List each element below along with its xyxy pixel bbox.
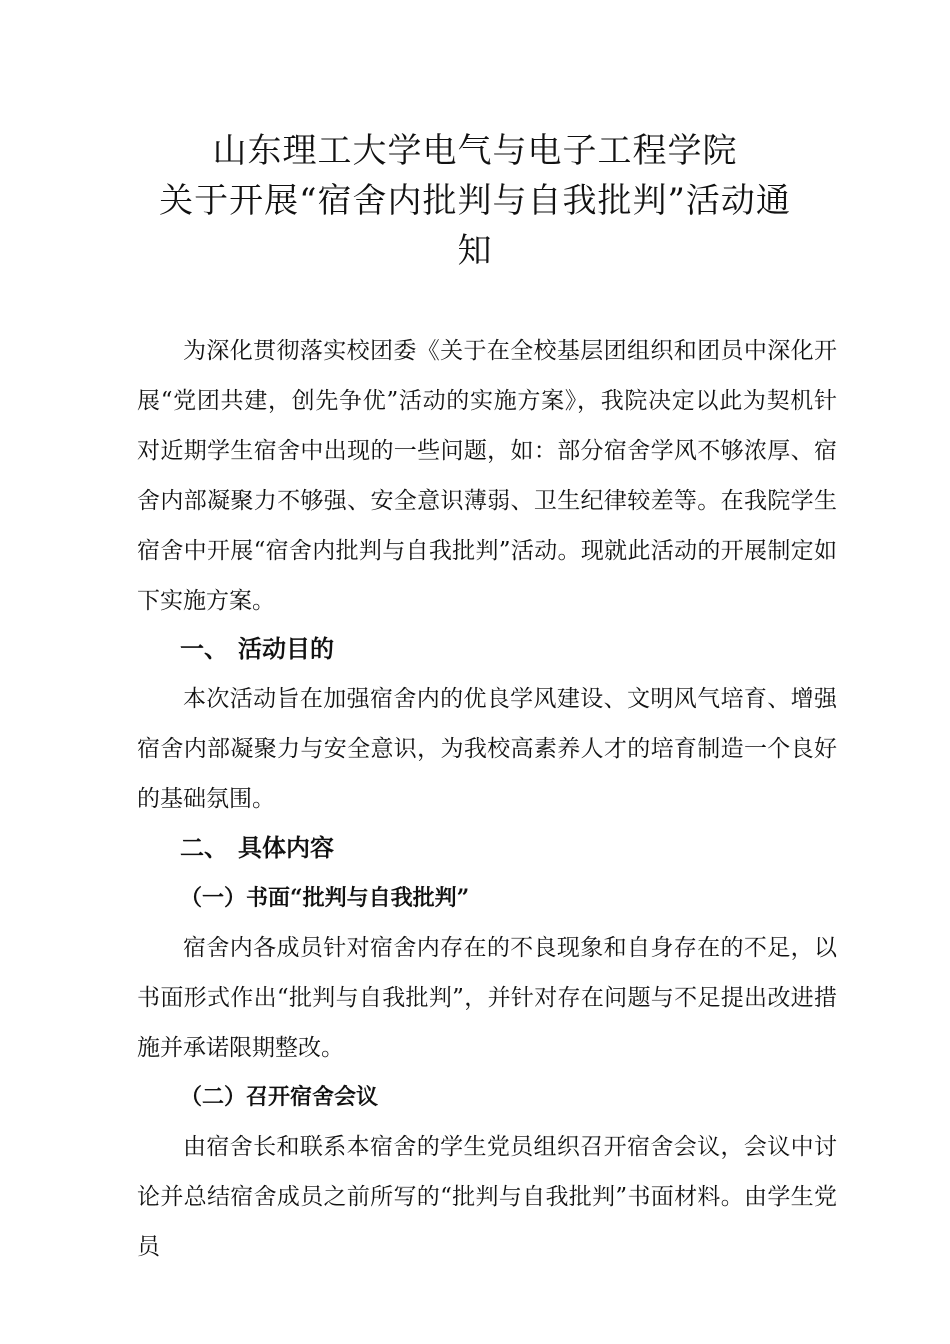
document-title-line-3: 知 (457, 231, 493, 271)
subsection-2-paragraph: 由宿舍长和联系本宿舍的学生党员组织召开宿舍会议，会议中讨论并总结宿舍成员之前所写的“批判与自我批判”书面材料。由学生党员 (137, 1134, 837, 1260)
section-1-paragraph: 本次活动旨在加强宿舍内的优良学风建设、文明风气培育、增强宿舍内部凝聚力与安全意识，为我校高素养人才的培育制造一个良好的基础氛围。 (137, 686, 837, 812)
subsection-2-heading: （二）召开宿舍会议 (180, 1084, 379, 1110)
subsection-1-paragraph: 宿舍内各成员针对宿舍内存在的不良现象和自身存在的不足，以书面形式作出“批判与自我批判”，并针对存在问题与不足提出改进措施并承诺限期整改。 (137, 935, 837, 1061)
section-1-heading (180, 629, 334, 669)
document-title-line-2: 关于开展“宿舍内批判与自我批判”活动通 (159, 181, 791, 221)
section-2-heading (180, 828, 334, 868)
section-1-number: 一、 (180, 634, 228, 663)
subsection-1-heading: （一）书面“批判与自我批判” (180, 885, 470, 911)
section-2-title: 具体内容 (238, 833, 334, 862)
intro-paragraph: 为深化贯彻落实校团委《关于在全校基层团组织和团员中深化开展“党团共建，创先争优”活动的实施方案》，我院决定以此为契机针对近期学生宿舍中出现的一些问题，如：部分宿舍学风不够浓厚、宿舍内部凝聚力不够强、安全意识薄弱、卫生纪律较差等。在我院学生宿舍中开展“宿舍内批判与自我批判”活动。现就此活动的开展制定如下实施方案。 (137, 338, 837, 614)
document-title-line-1: 山东理工大学电气与电子工程学院 (212, 131, 738, 171)
section-1-title: 活动目的 (238, 634, 334, 663)
section-2-number: 二、 (180, 833, 228, 862)
